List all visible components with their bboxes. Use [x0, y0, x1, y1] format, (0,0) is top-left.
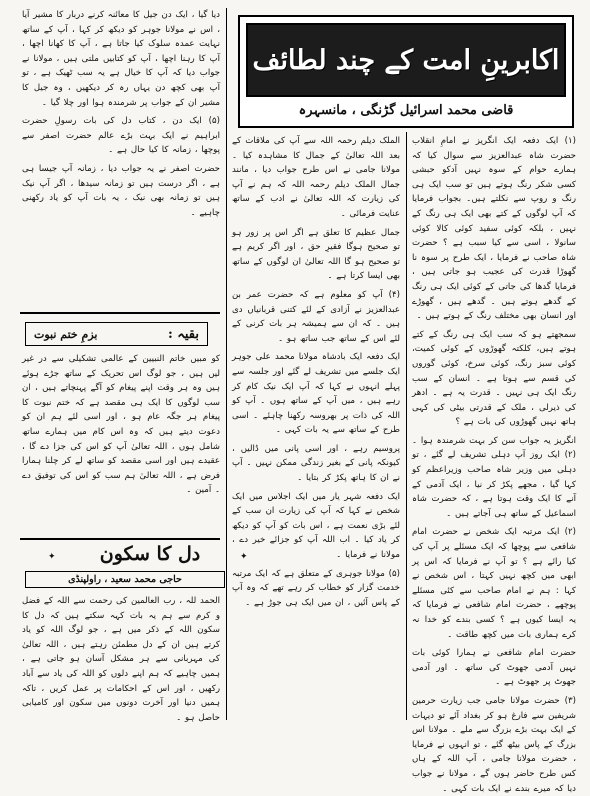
paragraph: حضرت امام شافعی نے ہمارا کوئی بات نہیں آدمی جھوٹ کی ساتھ ۔ اور آدمی جھوٹ پر جھوٹ ہے ۔ [412, 648, 576, 688]
column-middle [232, 134, 400, 718]
paragraph: (۳) حضرت مولانا جامی جب زیارت حرمین شریفین سے فارغ ہو کر بغداد آئے تو دیہات کے ایک بہت بڑے بزرگ سے ملے ۔ مولانا اس بزرگ کے پاس بیٹھ گئے ، تو انہوں نے فرمایا ، حضرت مولانا جامی ، آپ اللہ کے ہاں کس طرح حاضر ہوں گے ، مولانا نے جواب دیا کہ میرے بندے نے ایک بات کہی ۔ [412, 695, 576, 794]
paragraph: (۱) ایک دفعہ ایک انگریز نے امامِ انقلاب حضرت شاہ عبدالعزیز سے سوال کیا کہ ہمارے حوام کے سوہ نہیں آدکو حبشی کسی شکر رنگ ہوتے ہیں تو سب ایک ہی رنگ و روپ سے نکلتے ہیں۔ بجواب فرمایا کہ آپ لوگوں کے کتے بھی ایک ہی رنگ کے نہیں ، بلکہ کوئی سفید کوئی کالا کوئی سانولا ، اسی سے کیا سبب ہے ؟ حضرت شاہ صاحب نے فرمایا ، ایک طرح پر سوہ نا گھوڑا قدرت کی عجیب ہو جاتی ہیں ، فرمایا گدھا کی جاتی کے کوئی ایک ہی رنگ کے گدھے ہوتے ہیں ۔ گدھے ہیں ، گھوڑے اور انسان بھی مختلف رنگ کے ہوتے ہیں ۔ [412, 136, 576, 322]
paragraph: (۴) آپ کو معلوم ہے کہ حضرت عمر بن عبدالعزیز نے آزادی کے لئے کتنی قربانیاں دی ہیں ۔ کہ ان سے ہمیشہ ہر بات کرنی کے لئے اس کے ساتھ جب ساتھ ہو ۔ [232, 289, 400, 344]
continuation-box [25, 322, 208, 346]
continuation-reference: بزمِ ختم نبوت [34, 327, 98, 341]
section-title: دل کا سکون [99, 543, 201, 565]
paragraph: پروسیم رہے ، اور اسی پانی میں ڈالیں ، کیونکہ پانی کے بغیر زندگی ممکن نہیں ۔ آپ نے ان کا ہاتھ پکڑ کر بتایا ۔ [232, 443, 400, 484]
paragraph: ایک دفعہ شہر یار میں ایک اجلاس میں ایک شخص نے کہا کہ آپ کی زیارت ان سب کے لئے بڑی نعمت ہے ، اس بات کو آپ کو دیکھ کر یاد کیا ۔ اب اللہ آپ کو جزائے خیر دے ، مولانا نے فرمایا ۔ [232, 491, 400, 561]
paragraph: دیا گیا ، ایک دن جیل کا معائنہ کرنے دربار کا مشیر آیا ، اس نے مولانا جوہر کو دیکھ کر کہا ، آپ کے ساتھ نہایت عمدہ سلوک کیا جاتا ہے ، آپ کا کھانا اچھا ، آپ کا رہنا اچھا ، آپ کو کتابیں ملتی ہیں ، مولانا نے جواب دیا کہ آپ کا خیال ہے یہ سب ٹھیک ہے ، تو آپ بھی کچھ دن یہاں رہ کر دیکھیں ، وہ جیل کا مشیر ان کے جواب پر شرمندہ ہوا اور چلا گیا ۔ [22, 10, 220, 108]
paragraph: کو مبیں خاتم النبیین کے عالمی تشکیلی سے در غیر لیں ہیں ، جو لوگ اس تحریک کے ساتھ جڑے ہوئے ہیں وہ ہر وقت اپنے پیغام کو آگے پہنچاتے ہیں ، ان سب لوگوں کا ایک ہی مقصد ہے کہ ختم نبوت کا پیغام ہر جگہ عام ہو ، اور اسی لئے ہم ان کو دعوت دیتے ہیں کہ وہ اس کام میں ہمارے ساتھ شامل ہوں ، اللہ تعالیٰ آپ کو اس کی جزا دے گا ، عقیدے ہیں اور اسی مقصد کو ساتھ لے کر چلنا ہمارا فرض ہے ، اللہ تعالیٰ ہم سب کو اس کی توفیق دے ۔ آمین ۔ [22, 354, 220, 496]
paragraph: انگریز یہ جواب سن کر بہت شرمندہ ہوا ۔ (۲) ایک روز آپ دہلی تشریف لے گئے ، تو دہلی میں وزیر شاہ صاحب وزیراعظم کو کہا گیا ، مجھے پکڑ کر نیا ، ایک آدمی کے آنے کا ایک وقت ہوتا ہے ، کہ حضرت شاہ اسماعیل کے ساتھ ہی آجاتے ہیں ۔ [412, 435, 576, 519]
continuation-label: بقیہ : [167, 326, 199, 342]
paragraph: سمجھتے ہو کہ سب ایک ہی رنگ کے کتے ہوتے ہیں، کلکتہ گھوڑوں کے کوئی کمیت، کوئی سبز رنگ، کوئی سرخ، کوئی گوروں کی قسم سے ہوتا ہے ۔ انسان کے سب رنگ ایک ہی نہیں ۔ قدرت یہ ہے ۔ ادھر کی ذیرلی ، ملک کے قدرتی بیٹی کی کہی ہاتھ نہیں گھوڑوں کی بات ہے ؟ [412, 329, 576, 428]
column-left-middle [22, 352, 220, 534]
ornament-icon: ✦ [240, 552, 248, 562]
paragraph: الحمد للہ ، رب العالمین کی رحمت سے اللہ کے فضل و کرم سے ہم یہ بات کہہ سکتے ہیں کہ دل کا سکون اللہ کے ذکر میں ہے ، جو لوگ اللہ کو یاد کرتے ہیں ان کے دل مطمئن رہتے ہیں ، اللہ تعالیٰ کی مہربانی سے ہر مشکل آسان ہو جاتی ہے ، ہمیں چاہیے کہ ہم اپنے دلوں کو اللہ کی یاد سے آباد رکھیں ، اور اس کے احکامات پر عمل کریں ، تاکہ ہمیں دنیا اور آخرت دونوں میں سکون اور کامیابی حاصل ہو ۔ [22, 596, 220, 723]
column-right [412, 134, 576, 794]
paragraph: (۲) ایک مرتبہ ایک شخص نے حضرت امام شافعی سے پوچھا کہ ایک مسئلے پر آپ کی کیا رائے ہے ؟ تو آپ نے فرمایا کہ اس پر ابھی میں کچھ نہیں کہتا ، اس شخص نے کہا : ہم نے امام صاحب سے کئی مسئلے پوچھے ، حضرت امام شافعی نے فرمایا کہ یہ ایسا کیوں ہے ؟ کسی بندے کو خدا نہ کرے ہماری بات میں کچھ طاقت ۔ [412, 527, 576, 640]
ornament-icon: ✦ [48, 552, 56, 562]
paragraph: (۵) مولانا جوہری کے متعلق ہے کہ ایک مرتبہ خدمت گزار کو خطاب کر رہے تھے کہ وہ آپ کے پاس آئیں ، ان میں ایک ہی جوڑ ہے ۔ [232, 568, 400, 608]
section-byline: حاجی محمد سعید ، راولپنڈی [25, 571, 225, 588]
paragraph: ایک دفعہ ایک بادشاہ مولانا محمد علی جوہر ایک جلسے میں تشریف لے گئے اور جلسہ سے پہلے انہوں نے کہا کہ آپ ایک نیک کام کر رہے ہیں ، میں آپ کے ساتھ ہوں ۔ آپ کو اللہ کی ذات پر بھروسہ رکھنا چاہئے ۔ اسی طرح کے ساتھ سے یہ بات کہی ۔ [232, 352, 400, 436]
paragraph: (۵) ایک دن ، کتاب دل کی بات رسولِ حضرت ابراہیم نے ایک بہت بڑے عالم حضرت اصفر سے پوچھا ، زمانہ کا کیا حال ہے ۔ [22, 116, 220, 156]
title-box [246, 23, 566, 97]
column-rule-right [406, 132, 407, 720]
article-byline: قاضی محمد اسرائیل گڑنگی ، مانسہرہ [298, 103, 514, 118]
section-divider-bottom [20, 538, 220, 540]
paragraph: جمال عظیم کا تعلق ہے اگر اس پر زور ہو تو صحیح ہوگا فقیرِ حق ، اور اگر کریم ہے تو صحیح ہو گا اللہ تعالیٰ ان لوگوں کے ساتھ بھی ایسا کرتا ہے ۔ [232, 227, 400, 282]
article-title-banner [238, 15, 574, 128]
column-left-top [22, 8, 220, 308]
paragraph: الملک دیلم رحمہ اللہ سے آپ کی ملاقات کے بعد اللہ تعالیٰ کے جمال کا مشاہدہ کیا ۔ مولانا جامی نے اس طرح جواب دیا ، مانند جمال الملک دیلم رحمہ اللہ کہ ہم نے آپ کی زیارت کہ اللہ تعالیٰ نے ادب کے ساتھ عنایت فرمائی ۔ [232, 136, 400, 219]
section-divider-top [20, 312, 220, 314]
article-title: اکابرینِ امت کے چند لطائف [252, 44, 560, 76]
column-rule-left [226, 8, 227, 720]
paragraph: حضرت اصفر نے یہ جواب دیا ، زمانہ آپ جیسا ہی ہے ، اگر درست ہیں تو زمانہ سیدھا ، اگر آپ نیک ہیں تو زمانہ بھی نیک ، یہ بات آپ کو یاد رکھنی چاہیے ۔ [22, 163, 220, 218]
column-left-bottom [22, 594, 220, 723]
